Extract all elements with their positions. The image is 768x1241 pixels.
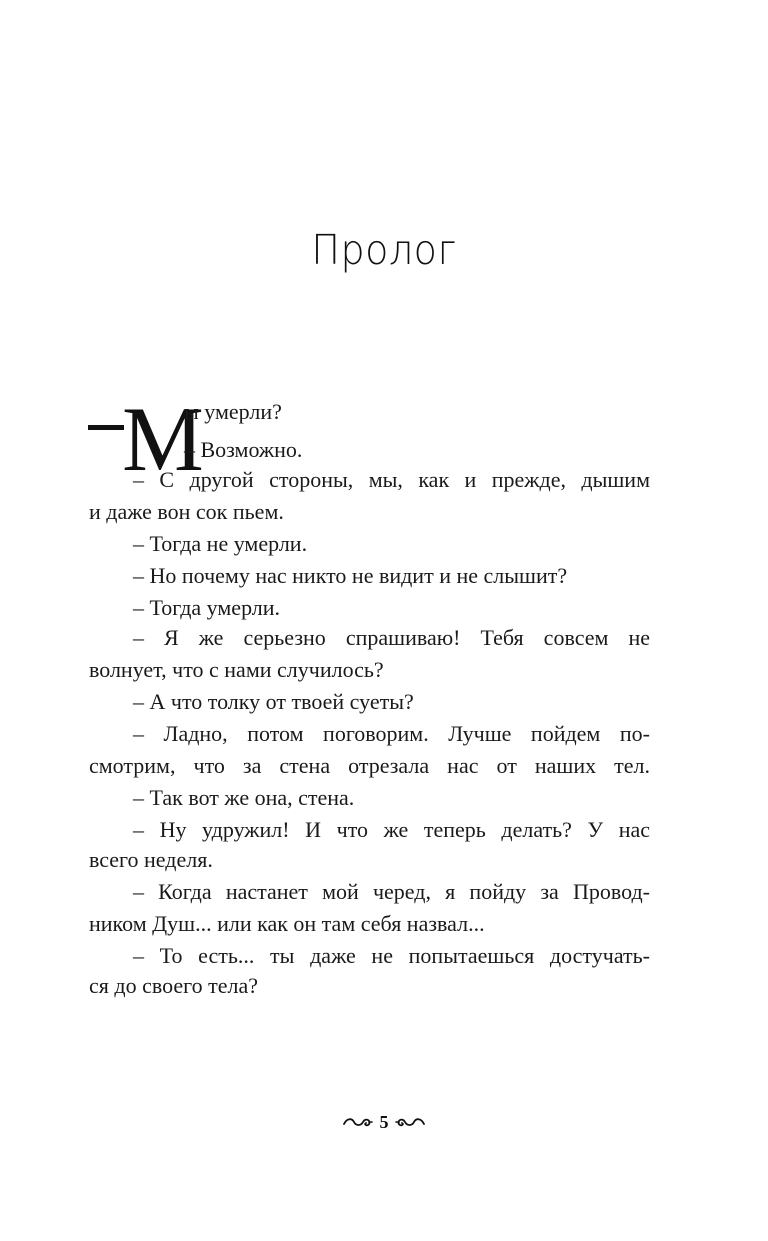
- text-line: – Тогда не умерли.: [133, 531, 308, 556]
- text-line: – То есть... ты даже не попытаешься достучать-: [133, 943, 650, 968]
- text-line: ся до своего тела?: [89, 973, 258, 998]
- text-line: – Я же серьезно спрашиваю! Тебя совсем не: [133, 625, 650, 650]
- swirl-ornament-right-icon: [395, 1115, 425, 1129]
- text-line: – Когда настанет мой черед, я пойду за Провод-: [133, 879, 650, 904]
- text-line: – Так вот же она, стена.: [133, 785, 355, 810]
- text-line: и даже вон сок пьем.: [89, 499, 284, 524]
- text-line: – Но почему нас никто не видит и не слышит?: [133, 563, 568, 588]
- text-line: волнует, что с нами случилось?: [89, 657, 384, 682]
- page-folio: [0, 1108, 768, 1134]
- dropcap-letter: М: [122, 388, 204, 490]
- text-line: – Возможно.: [184, 437, 303, 462]
- chapter-title: Пролог: [311, 226, 457, 274]
- text-line: ы умерли?: [184, 399, 282, 424]
- text-line: ником Душ... или как он там себя назвал...: [89, 911, 485, 936]
- text-line: – Тогда умерли.: [133, 595, 281, 620]
- dropcap-dash: [88, 425, 124, 430]
- text-line: – Ладно, потом поговорим. Лучше пойдем по-: [133, 721, 650, 746]
- text-line: – Ну удружил! И что же теперь делать? У нас: [133, 817, 650, 842]
- text-line: – А что толку от твоей суеты?: [133, 689, 414, 714]
- text-line: смотрим, что за стена отрезала нас от наших тел.: [89, 753, 650, 778]
- swirl-ornament-left-icon: [343, 1115, 373, 1129]
- text-line: – С другой стороны, мы, как и прежде, дышим: [133, 467, 650, 492]
- page-number: 5: [379, 1111, 389, 1132]
- text-line: всего неделя.: [89, 847, 213, 872]
